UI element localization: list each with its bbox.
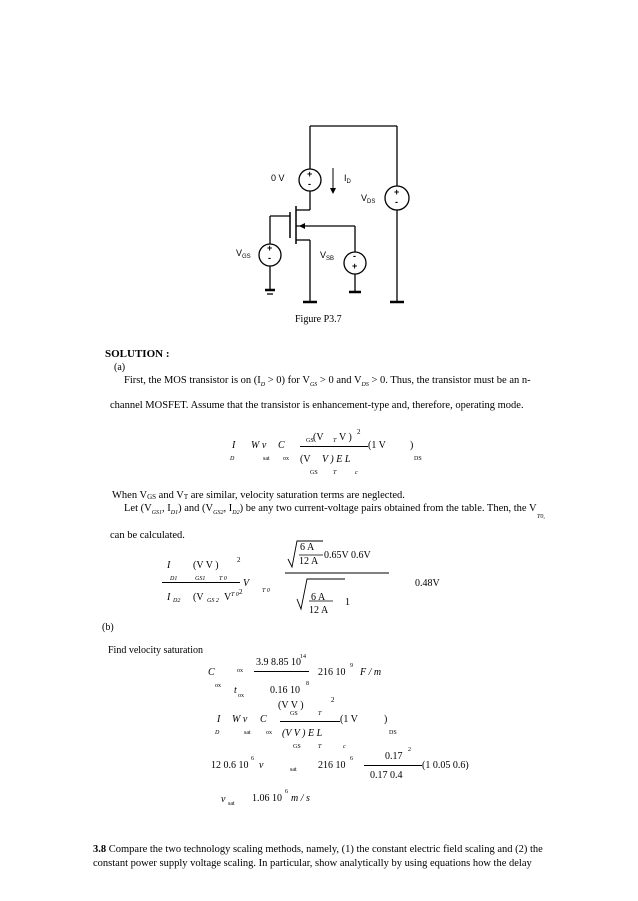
eq5-tail: (1 0.05 0.6) [422, 760, 469, 771]
eq2-t0: T 0 [219, 576, 227, 582]
id-arrowhead [330, 188, 336, 194]
eq2-result: 0.48V [415, 578, 440, 589]
part-b-label: (b) [102, 622, 114, 633]
eq3-den-exp: 8 [306, 681, 309, 687]
zero-v-text: 0 V [271, 173, 285, 183]
eq1-c: C [278, 440, 285, 451]
problem-3-8-line-1: 3.8 Compare the two technology scaling methods, namely, (1) the constant electric field scaling and (2) the [93, 844, 543, 855]
eq3-res: 216 10 [318, 667, 346, 678]
eq3-num-exp: 14 [300, 654, 306, 660]
eq1-sat: sat [263, 456, 270, 462]
eq3-unit: F / m [360, 667, 382, 678]
eq1-close: ) [410, 440, 414, 451]
vgs-text: V [236, 248, 243, 258]
eq3-t-sub: ox [238, 693, 244, 699]
eq1-wv: W v [251, 440, 267, 451]
eq2-fraction-bar [162, 582, 240, 583]
id-text: I [344, 173, 347, 183]
minus-vsb: - [353, 251, 356, 261]
eq2-one: 1 [345, 597, 350, 608]
eq4-c: C [260, 714, 267, 725]
eq6-sat: sat [228, 801, 235, 807]
eq5-sat: sat [290, 767, 297, 773]
eq1-den-t: T [333, 470, 337, 476]
paragraph-3-line-2: can be calculated. [110, 530, 185, 541]
eq2-paren2: (V [193, 592, 204, 603]
mos-body-arrow [299, 223, 305, 229]
eq6-val: 1.06 10 [252, 793, 282, 804]
circuit-figure [0, 0, 638, 340]
eq2-gs2: GS 2 [207, 598, 219, 604]
find-velocity: Find velocity saturation [108, 645, 203, 656]
eq1-t: T [333, 438, 337, 444]
zero-v-label [271, 173, 285, 183]
id-label [344, 173, 351, 183]
eq4-sat: sat [244, 730, 251, 736]
eq4-den: (V V ) E L [282, 728, 323, 739]
eq3-den: 0.16 10 [270, 685, 300, 696]
figure-caption: Figure P3.7 [295, 314, 342, 325]
eq1-num: (V [313, 432, 324, 443]
eq2-top-vals: 0.65V 0.6V [324, 550, 371, 561]
vds-sub: DS [367, 199, 376, 205]
vsb-text: V [320, 250, 327, 260]
eq2-sq: 2 [237, 556, 241, 564]
eq2-gs1: GS1 [195, 576, 206, 582]
eq2-sqrt-num: 6 A [300, 542, 315, 553]
eq2-sq2: 2 [239, 588, 243, 596]
paragraph-2: When VGS and VT are similar, velocity saturation terms are neglected. [112, 490, 405, 501]
vsb-sub: SB [326, 256, 335, 262]
eq1-ds: DS [414, 456, 422, 462]
eq6-v: v [221, 794, 226, 805]
eq1-den-gs: GS [310, 470, 318, 476]
minus-vds: - [395, 197, 398, 207]
eq1-den: (V [300, 454, 311, 465]
eq5-den: 0.17 0.4 [370, 770, 403, 781]
eq4-t: T [318, 711, 322, 717]
solution-heading: SOLUTION : [105, 348, 170, 360]
eq4-i: I [217, 714, 221, 725]
eq2-sqrt-num2: 6 A [311, 592, 326, 603]
eq5-fraction-bar [364, 765, 422, 766]
vgs-label [236, 248, 251, 258]
eq6-unit: m / s [291, 793, 310, 804]
vds-label [361, 193, 375, 203]
eq1-den-c: c [355, 470, 358, 476]
minus-vgs: - [268, 253, 271, 263]
eq2-i: I [167, 560, 171, 571]
eq5-mid-exp: 6 [350, 756, 353, 762]
problem-number: 3.8 [93, 844, 107, 855]
eq1-i: I [232, 440, 236, 451]
eq3-fraction-bar [254, 671, 309, 672]
eq4-den-t: T [318, 744, 322, 750]
eq3-num: 3.9 8.85 10 [256, 657, 301, 668]
eq2-v: V [243, 578, 250, 589]
eq4-d: D [215, 730, 220, 736]
plus-vsb: + [352, 261, 358, 271]
eq1-v: V ) [339, 432, 352, 443]
eq2-t0b: T 0 [231, 592, 239, 598]
eq1-fraction-bar [300, 446, 368, 447]
vds-text: V [361, 193, 368, 203]
paragraph-1-line-2: channel MOSFET. Assume that the transistor is enhancement-type and, therefore, operating mode. [110, 400, 524, 411]
eq1-d: D [230, 456, 235, 462]
eq4-num: (V V ) [278, 700, 304, 711]
paragraph-1-line-1: First, the MOS transistor is on $(I_D > 0)$ for $V_{GS} > 0$ and $V_{DS} > 0$. Thus, the transistor must be an n- [124, 375, 531, 388]
eq1-gs: GS [306, 438, 314, 444]
eq2-sqrt-den: 12 A [299, 556, 319, 567]
eq1-ox: ox [283, 456, 289, 462]
eq3-ox2: ox [215, 683, 221, 689]
paragraph-3-line-1: Let ($V_{GS1}$, $I_{D1}$) and ($V_{GS2}$, $I_{D2}$) be any two current-voltage pairs obtained from the table. Then, the V [124, 503, 537, 516]
eq2-v2: V [224, 592, 232, 603]
eq4-wv: W v [232, 714, 248, 725]
eq4-tail: (1 V [340, 714, 358, 725]
eq3-ox: ox [237, 668, 243, 674]
eq3-t: t [234, 685, 237, 696]
eq2-d2: D2 [173, 598, 181, 604]
eq2-d1: D1 [170, 576, 178, 582]
eq5-mid: 216 10 [318, 760, 346, 771]
eq5-lhs: 12 0.6 10 [211, 760, 249, 771]
eq4-close: ) [384, 714, 388, 725]
eq2-vsub: T 0 [262, 588, 270, 594]
eq4-fraction-bar [280, 721, 340, 722]
eq4-gs: GS [290, 711, 298, 717]
eq1-tail: (1 V [368, 440, 386, 451]
eq5-num-sq: 2 [408, 747, 411, 753]
para3-t0-sub: T0, [537, 514, 545, 520]
eq1-den-v: V ) E L [322, 454, 351, 465]
eq5-v: v [259, 760, 264, 771]
part-a-label: (a) [114, 362, 126, 373]
eq3-c: C [208, 667, 215, 678]
eq4-sq: 2 [331, 696, 335, 704]
eq1-sq: 2 [357, 428, 361, 436]
eq2-i2: I [167, 592, 171, 603]
eq4-ds: DS [389, 730, 397, 736]
eq6-exp: 6 [285, 789, 288, 795]
eq5-num: 0.17 [385, 751, 403, 762]
eq3-res-exp: 9 [350, 663, 353, 669]
plus-0v: + [307, 169, 313, 179]
eq5-lhs-exp: 6 [251, 756, 254, 762]
eq2-sqrt-den2: 12 A [309, 605, 329, 616]
eq4-den-gs: GS [293, 744, 301, 750]
problem-3-8-line-2: constant power supply voltage scaling. In particular, show analytically by using equations how the delay [93, 858, 532, 869]
eq4-den-c: c [343, 744, 346, 750]
id-sub: D [346, 179, 351, 185]
eq4-ox: ox [266, 730, 272, 736]
minus-0v: - [308, 179, 311, 189]
plus-vds: + [394, 187, 400, 197]
vsb-label [320, 250, 334, 260]
plus-vgs: + [267, 243, 273, 253]
eq2-paren: (V V ) [193, 560, 219, 571]
vgs-sub: GS [242, 254, 251, 260]
